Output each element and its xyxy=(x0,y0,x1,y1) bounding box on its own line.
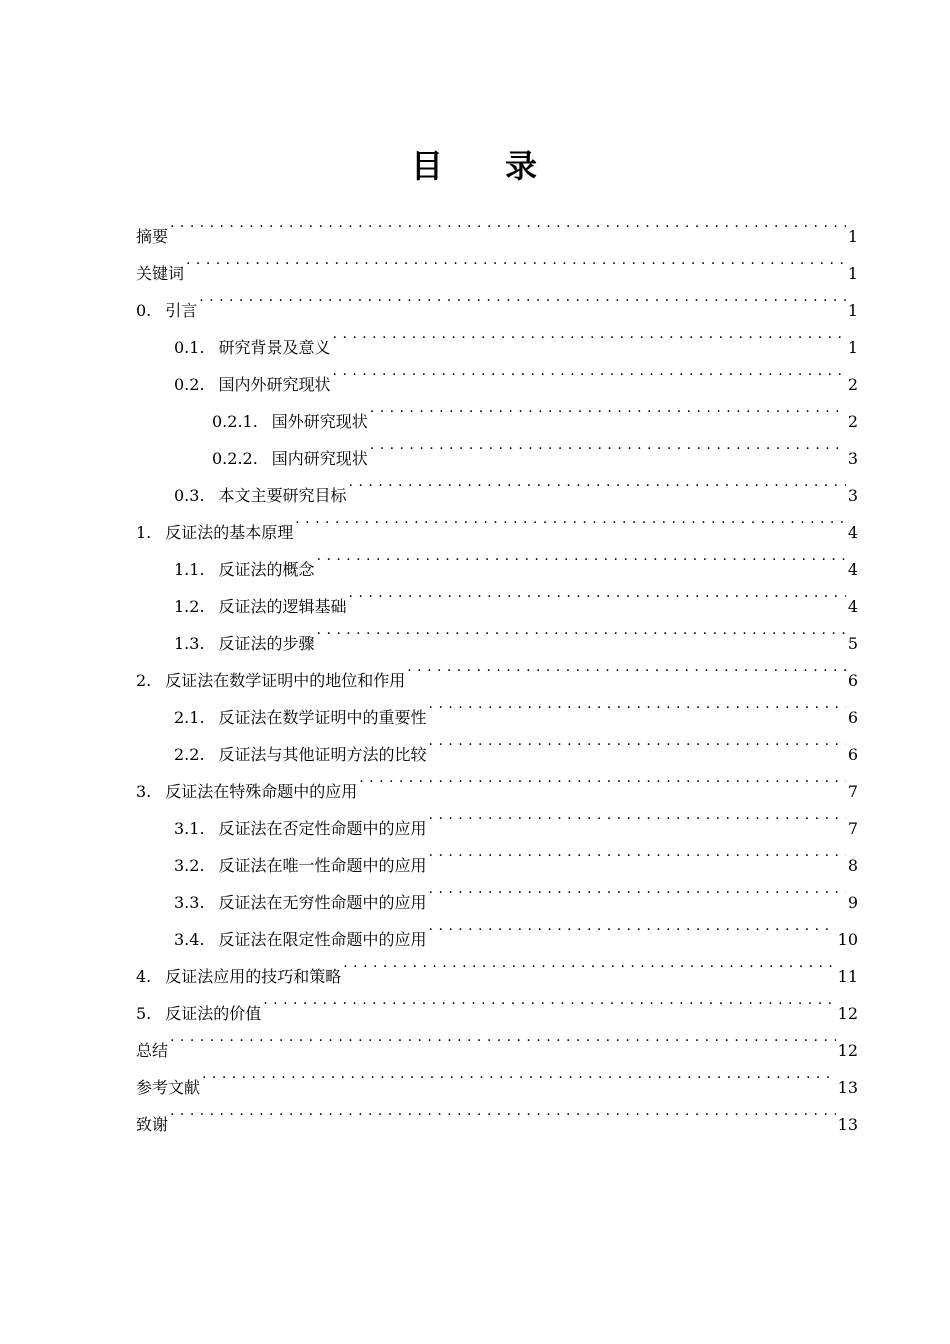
toc-entry-page-number: 6 xyxy=(847,671,858,690)
toc-entry-label: 反证法的逻辑基础 xyxy=(218,597,347,616)
toc-entry-number: 1.1. xyxy=(174,560,205,579)
toc-entry[interactable] xyxy=(136,1056,858,1097)
toc-entry-label: 反证法在唯一性命题中的应用 xyxy=(218,856,427,875)
toc-dot-leader xyxy=(429,834,846,871)
toc-entry[interactable] xyxy=(136,279,858,320)
toc-entry-label: 本文主要研究目标 xyxy=(218,486,347,505)
toc-entry-label: 反证法应用的技巧和策略 xyxy=(165,967,342,986)
toc-title xyxy=(0,142,950,190)
toc-entry-number: 3.1. xyxy=(174,819,205,838)
toc-dot-leader xyxy=(429,723,846,760)
toc-entry-label: 反证法在否定性命题中的应用 xyxy=(218,819,427,838)
toc-entry-label: 引言 xyxy=(165,301,198,320)
toc-entry-label: 国内外研究现状 xyxy=(218,375,331,394)
toc-entry-label: 反证法的基本原理 xyxy=(165,523,294,542)
toc-entry-label: 摘要 xyxy=(136,227,169,246)
toc-dot-leader xyxy=(199,279,846,316)
toc-entry-label: 反证法的概念 xyxy=(218,560,315,579)
toc-dot-leader xyxy=(317,612,846,649)
toc-entry-label: 国内研究现状 xyxy=(271,449,368,468)
toc-entry-number: 2.2. xyxy=(174,745,205,764)
toc-dot-leader xyxy=(170,205,846,242)
toc-entry-page-number: 12 xyxy=(837,1041,858,1060)
toc-entry-label: 反证法与其他证明方法的比较 xyxy=(218,745,427,764)
toc-entry-label: 反证法在无穷性命题中的应用 xyxy=(218,893,427,912)
toc-entry-page-number: 1 xyxy=(847,301,858,320)
toc-entry-page-number: 13 xyxy=(837,1078,858,1097)
toc-entry-number: 1.3. xyxy=(174,634,205,653)
toc-entry-number: 0.2. xyxy=(174,375,205,394)
toc-entry-label: 关键词 xyxy=(136,264,185,283)
toc-entry[interactable] xyxy=(136,1019,858,1060)
toc-dot-leader xyxy=(295,501,846,538)
toc-entry-page-number: 12 xyxy=(837,1004,858,1023)
toc-entry-label: 反证法的步骤 xyxy=(218,634,315,653)
toc-entry-number: 3. xyxy=(136,782,152,801)
toc-entry-page-number: 5 xyxy=(847,634,858,653)
toc-dot-leader xyxy=(429,686,846,723)
toc-entry-label: 研究背景及意义 xyxy=(218,338,331,357)
toc-dot-leader xyxy=(170,1019,836,1056)
toc-title-char-2: 录 xyxy=(505,147,540,185)
toc-entry-number: 0.1. xyxy=(174,338,205,357)
toc-list xyxy=(136,205,858,1134)
toc-entry-page-number: 7 xyxy=(847,782,858,801)
toc-dot-leader xyxy=(407,649,846,686)
toc-entry-number: 3.2. xyxy=(174,856,205,875)
toc-entry-number: 2.1. xyxy=(174,708,205,727)
toc-entry-label: 反证法在特殊命题中的应用 xyxy=(165,782,358,801)
toc-dot-leader xyxy=(370,390,846,427)
toc-entry-page-number: 4 xyxy=(847,597,858,616)
toc-entry-page-number: 13 xyxy=(837,1115,858,1134)
toc-entry-page-number: 9 xyxy=(847,893,858,912)
toc-dot-leader xyxy=(317,538,846,575)
toc-entry-label: 反证法在数学证明中的地位和作用 xyxy=(165,671,406,690)
toc-entry-number: 0.2.2. xyxy=(212,449,258,468)
toc-dot-leader xyxy=(170,1093,836,1130)
toc-entry-page-number: 6 xyxy=(847,745,858,764)
toc-entry-page-number: 2 xyxy=(847,375,858,394)
toc-dot-leader xyxy=(370,427,846,464)
toc-entry-page-number: 3 xyxy=(847,449,858,468)
toc-title-char-1: 目 xyxy=(410,147,445,185)
toc-entry-page-number: 7 xyxy=(847,819,858,838)
toc-entry-number: 5. xyxy=(136,1004,152,1023)
toc-entry[interactable] xyxy=(136,205,858,246)
toc-entry-page-number: 1 xyxy=(847,338,858,357)
toc-dot-leader xyxy=(186,242,846,279)
toc-dot-leader xyxy=(429,797,846,834)
toc-entry-label: 反证法在限定性命题中的应用 xyxy=(218,930,427,949)
toc-entry-page-number: 10 xyxy=(837,930,858,949)
toc-dot-leader xyxy=(343,945,835,982)
toc-entry-number: 4. xyxy=(136,967,152,986)
toc-entry[interactable] xyxy=(136,242,858,283)
toc-dot-leader xyxy=(202,1056,836,1093)
toc-entry-label: 反证法的价值 xyxy=(165,1004,262,1023)
toc-entry-number: 3.4. xyxy=(174,930,205,949)
toc-entry-label: 总结 xyxy=(136,1041,169,1060)
toc-entry-page-number: 3 xyxy=(847,486,858,505)
toc-entry-number: 0.2.1. xyxy=(212,412,258,431)
toc-entry-page-number: 6 xyxy=(847,708,858,727)
toc-entry-number: 1.2. xyxy=(174,597,205,616)
toc-dot-leader xyxy=(359,760,846,797)
toc-dot-leader xyxy=(333,353,846,390)
toc-dot-leader xyxy=(333,316,846,353)
toc-dot-leader xyxy=(263,982,835,1019)
toc-dot-leader xyxy=(429,908,836,945)
toc-entry-page-number: 11 xyxy=(837,967,858,986)
toc-dot-leader xyxy=(429,871,846,908)
toc-entry-page-number: 1 xyxy=(847,264,858,283)
toc-entry-number: 0. xyxy=(136,301,152,320)
toc-entry[interactable] xyxy=(136,1093,858,1134)
toc-entry-number: 2. xyxy=(136,671,152,690)
toc-entry-number: 3.3. xyxy=(174,893,205,912)
toc-entry-label: 反证法在数学证明中的重要性 xyxy=(218,708,427,727)
toc-entry-label: 参考文献 xyxy=(136,1078,201,1097)
toc-entry-number: 1. xyxy=(136,523,152,542)
toc-entry-label: 国外研究现状 xyxy=(271,412,368,431)
toc-entry-page-number: 2 xyxy=(847,412,858,431)
toc-entry-page-number: 1 xyxy=(847,227,858,246)
toc-entry-page-number: 4 xyxy=(847,523,858,542)
toc-entry-label: 致谢 xyxy=(136,1115,169,1134)
toc-entry-page-number: 8 xyxy=(847,856,858,875)
toc-entry-number: 0.3. xyxy=(174,486,205,505)
toc-entry[interactable] xyxy=(136,316,858,357)
toc-entry-page-number: 4 xyxy=(847,560,858,579)
toc-dot-leader xyxy=(349,575,846,612)
toc-dot-leader xyxy=(349,464,846,501)
